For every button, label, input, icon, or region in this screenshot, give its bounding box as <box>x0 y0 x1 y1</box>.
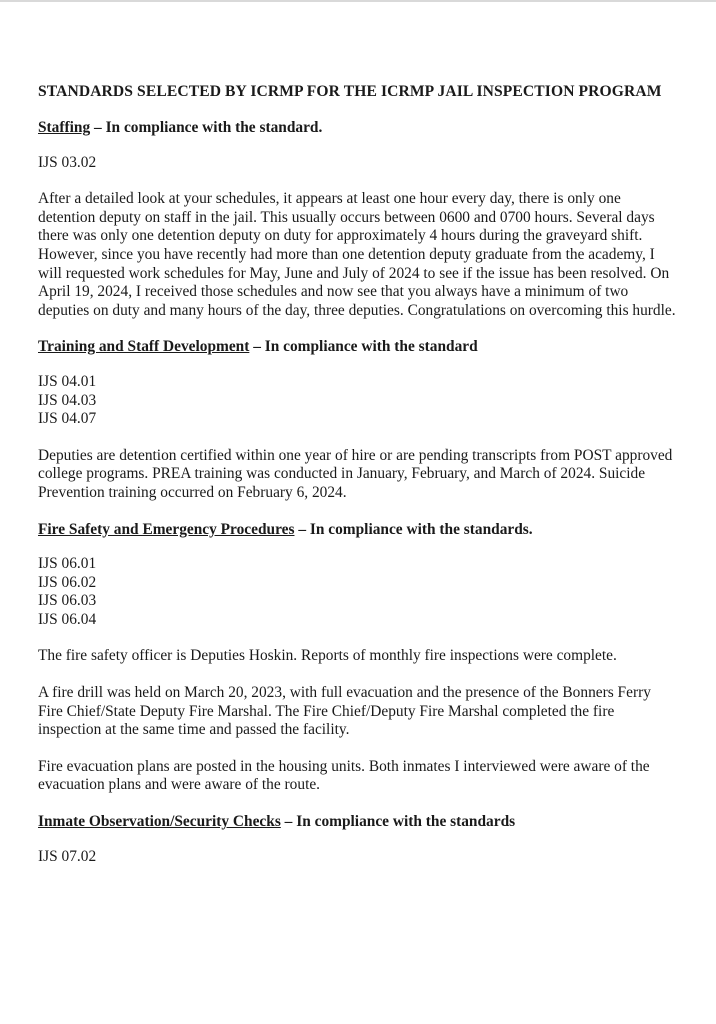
paragraph: Deputies are detention certified within one year of hire or are pending transcripts from POST approved college programs. PREA training was conducted in January, February, and March of 2024. Suicide Prevention training occurred on February 6, 2024. <box>38 446 673 501</box>
document-body <box>38 82 678 884</box>
standard-code: IJS 06.03 <box>38 592 97 610</box>
section-heading <box>38 119 678 138</box>
section-title: Staffing <box>38 119 91 136</box>
section-staffing <box>38 119 678 320</box>
standard-codes <box>38 154 678 173</box>
paragraph: Fire evacuation plans are posted in the housing units. Both inmates I interviewed were aware of the evacuation plans and were aware of the route. <box>38 757 650 794</box>
paragraph: After a detailed look at your schedules, it appears at least one hour every day, there is only one detention deputy on staff in the jail. This usually occurs between 0600 and 0700 hours. Several days there was only one detention deputy on duty for approximately 4 hours during the graveyard shift. However, since you have recently had more than one detention deputy graduate from the academy, I will requested work schedules for May, June and July of 2024 to see if the issue has been resolved. On April 19, 2024, I received those schedules and now see that you always have a minimum of two deputies on duty and many hours of the day, three deputies. Congratulations on overcoming this hurdle. <box>38 190 676 319</box>
paragraph: The fire safety officer is Deputies Hoskin. Reports of monthly fire inspections were complete. <box>38 647 617 665</box>
heading-separator: – <box>249 338 265 356</box>
standard-code: IJS 06.01 <box>38 555 97 573</box>
section-heading <box>38 521 678 540</box>
section-heading <box>38 813 678 832</box>
section-title: Training and Staff Development <box>38 338 250 356</box>
standard-code: IJS 06.02 <box>38 573 97 591</box>
standard-code: IJS 07.02 <box>38 847 97 865</box>
section-title: Inmate Observation/Security Checks <box>38 813 281 831</box>
section-inmate-observation <box>38 813 678 866</box>
standard-code: IJS 04.07 <box>38 410 97 428</box>
standard-code: IJS 04.03 <box>38 391 97 409</box>
standard-codes <box>38 848 678 867</box>
standard-codes <box>38 373 678 429</box>
compliance-status: In compliance with the standards. <box>309 520 533 538</box>
heading-separator: – <box>294 520 310 538</box>
section-title: Fire Safety and Emergency Procedures <box>38 520 295 538</box>
standard-code: IJS 06.04 <box>38 610 97 628</box>
compliance-status: In compliance with the standards <box>296 813 516 831</box>
page-top-edge <box>0 0 716 2</box>
paragraph: A fire drill was held on March 20, 2023, with full evacuation and the presence of the Bonners Ferry Fire Chief/State Deputy Fire Marshal. The Fire Chief/Deputy Fire Marshal completed the fire inspection at the same time and passed the facility. <box>38 684 651 739</box>
section-heading <box>38 338 678 357</box>
heading-separator: – <box>90 119 106 136</box>
compliance-status: In compliance with the standard <box>264 338 478 356</box>
standard-code: IJS 03.02 <box>38 153 97 171</box>
standard-codes <box>38 555 678 629</box>
heading-separator: – <box>280 813 297 831</box>
section-fire-safety <box>38 521 678 796</box>
compliance-status: In compliance with the standard. <box>105 119 323 136</box>
standard-code: IJS 04.01 <box>38 372 97 390</box>
document-title: STANDARDS SELECTED BY ICRMP FOR THE ICRMP JAIL INSPECTION PROGRAM <box>38 83 662 100</box>
section-training <box>38 338 678 502</box>
